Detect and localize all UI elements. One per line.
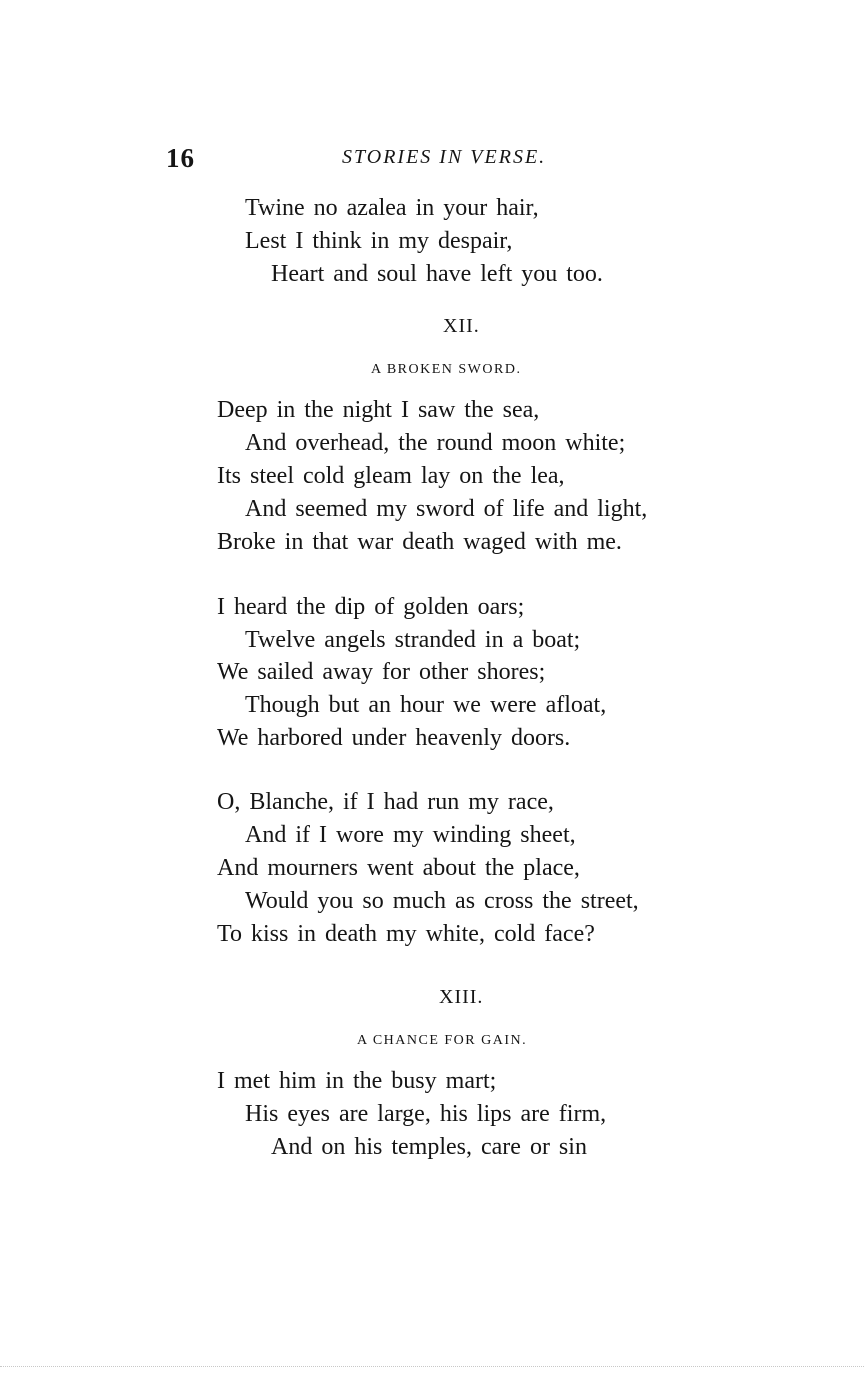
verse-line: And overhead, the round moon white; (245, 430, 626, 456)
verse-line: Though but an hour we were afloat, (245, 692, 607, 718)
verse-line: Twine no azalea in your hair, (245, 195, 539, 221)
verse-line: I met him in the busy mart; (217, 1068, 497, 1094)
verse-line: I heard the dip of golden oars; (217, 594, 525, 620)
verse-line: Heart and soul have left you too. (271, 261, 603, 287)
verse-line: To kiss in death my white, cold face? (217, 921, 595, 947)
verse-line: And mourners went about the place, (217, 855, 580, 881)
verse-line: O, Blanche, if I had run my race, (217, 789, 554, 815)
poem-number: XII. (443, 315, 480, 337)
verse-line: And if I wore my winding sheet, (245, 822, 576, 848)
verse-line: And seemed my sword of life and light, (245, 496, 648, 522)
verse-line: Its steel cold gleam lay on the lea, (217, 463, 565, 489)
verse-line: Twelve angels stranded in a boat; (245, 627, 581, 653)
verse-line: Broke in that war death waged with me. (217, 529, 622, 555)
verse-line: And on his temples, care or sin (271, 1134, 587, 1160)
verse-line: We harbored under heavenly doors. (217, 725, 571, 751)
verse-line: His eyes are large, his lips are firm, (245, 1101, 607, 1127)
verse-line: We sailed away for other shores; (217, 659, 546, 685)
poem-number: XIII. (439, 986, 484, 1008)
verse-line: Lest I think in my despair, (245, 228, 513, 254)
verse-line: Would you so much as cross the street, (245, 888, 639, 914)
page-number: 16 (166, 143, 195, 173)
poem-title: A BROKEN SWORD. (371, 362, 522, 377)
scan-edge-specks (0, 1366, 864, 1370)
verse-line: Deep in the night I saw the sea, (217, 397, 540, 423)
poem-title: A CHANCE FOR GAIN. (357, 1033, 528, 1048)
running-title: STORIES IN VERSE. (342, 146, 547, 168)
